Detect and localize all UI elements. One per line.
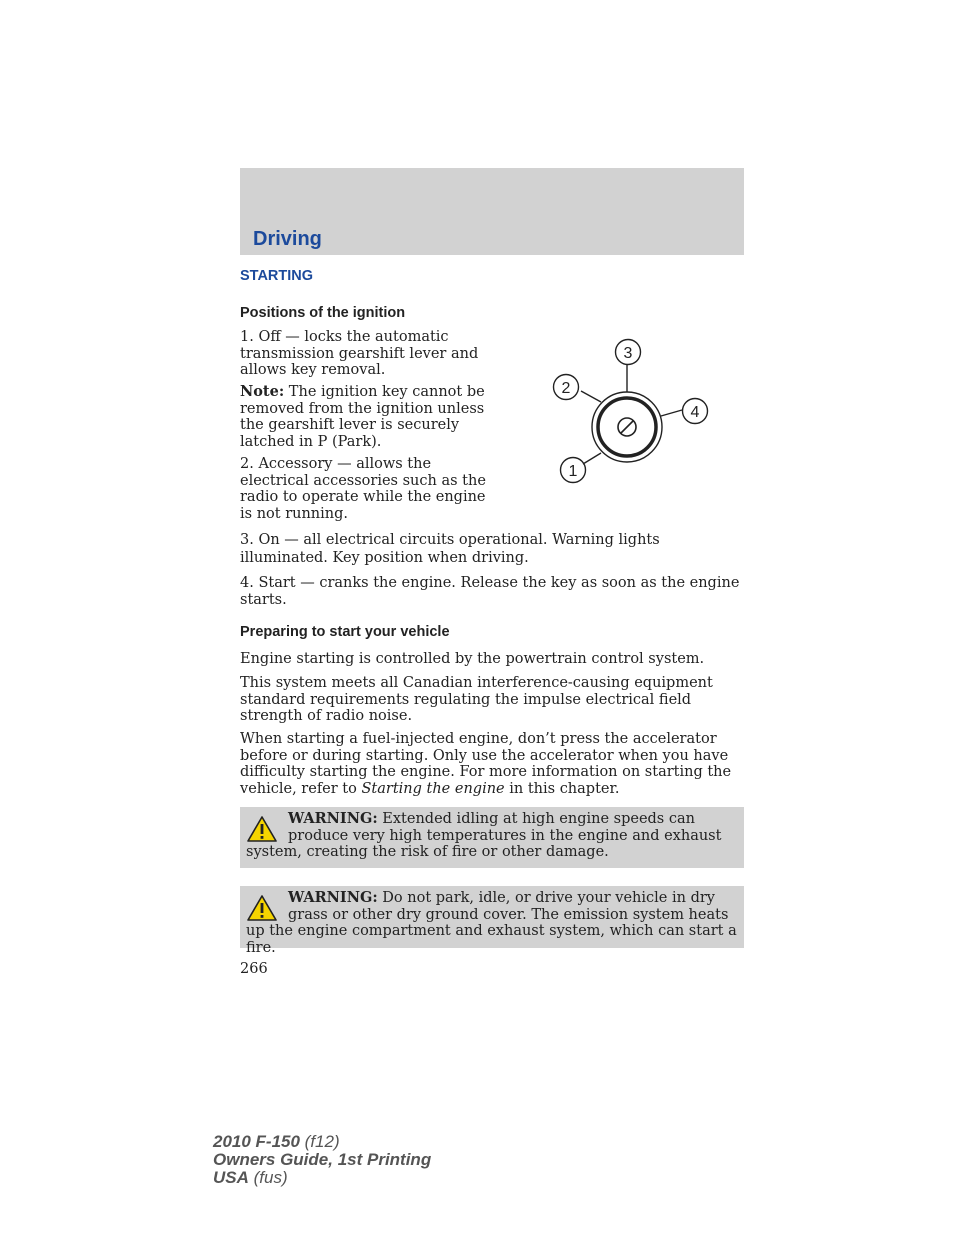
- preparing-paragraph-2: This system meets all Canadian interference-causing equipment standard requirements regulating the impulse electrical field strength of radio noise.: [240, 675, 713, 724]
- leader-4: [661, 410, 682, 416]
- preparing-heading: Preparing to start your vehicle: [240, 624, 450, 640]
- warning-text-idling: [246, 811, 738, 861]
- ignition-heading: Positions of the ignition: [240, 305, 406, 321]
- footer-line-3: USA (fus): [213, 1168, 288, 1187]
- page-number: 266: [240, 961, 268, 977]
- leader-2: [581, 391, 601, 402]
- warning-triangle-icon: [246, 894, 278, 922]
- ignition-item-accessory: 2. Accessory — allows the electrical accessories such as the radio to operate while the engine is not running.: [240, 456, 486, 522]
- chapter-title: Driving: [253, 228, 322, 250]
- position-label-2: 2: [561, 380, 571, 397]
- ignition-item-start: 4. Start — cranks the engine. Release the key as soon as the engine starts.: [240, 575, 740, 608]
- note-text: The ignition key cannot be removed from the ignition unless the gearshift lever is securely latched in P (Park).: [240, 384, 485, 450]
- preparing-paragraph-3: [240, 731, 746, 797]
- warning-label: WARNING:: [288, 810, 378, 827]
- warning-box-dry-grass: [240, 886, 744, 956]
- warning-label: WARNING:: [288, 889, 378, 906]
- chapter-header-band: [240, 168, 744, 255]
- section-title: STARTING: [240, 268, 314, 284]
- warning-body: Extended idling at high engine speeds can produce very high temperatures in the engine and exhaust system, creating the risk of fire or other damage.: [246, 811, 722, 860]
- p3-end: in this chapter.: [504, 780, 620, 797]
- ignition-note: [240, 384, 492, 450]
- position-label-1: 1: [568, 463, 578, 480]
- ignition-item-on: 3. On — all electrical circuits operational. Warning lights illuminated. Key position when driving.: [240, 532, 660, 566]
- starting-engine-reference: Starting the engine: [361, 780, 505, 797]
- preparing-paragraph-1: Engine starting is controlled by the powertrain control system.: [240, 651, 705, 667]
- warning-triangle-icon: [246, 815, 278, 843]
- note-label: Note:: [240, 383, 285, 400]
- leader-1: [583, 453, 601, 464]
- footer-line-1: 2010 F-150 (f12): [213, 1132, 340, 1151]
- document-footer: [213, 1133, 431, 1187]
- position-label-3: 3: [623, 345, 633, 362]
- footer-line-2: Owners Guide, 1st Printing: [213, 1150, 432, 1169]
- warning-text-dry-grass: [246, 890, 738, 956]
- position-label-4: 4: [690, 404, 700, 421]
- warning-body: Do not park, idle, or drive your vehicle in dry grass or other dry ground cover. The emission system heats up the engine compartment and exhaust system, which can start a fire.: [246, 890, 737, 956]
- ignition-item-off: 1. Off — locks the automatic transmission gearshift lever and allows key removal.: [240, 329, 479, 378]
- ignition-diagram: [540, 330, 720, 500]
- warning-box-idling: [240, 807, 744, 868]
- p3-start: When starting a fuel-injected engine, don’t press the accelerator before or during starting. Only use the accelerator when you have difficulty starting the engine. For more information on starting the vehicle, refer to: [240, 731, 732, 797]
